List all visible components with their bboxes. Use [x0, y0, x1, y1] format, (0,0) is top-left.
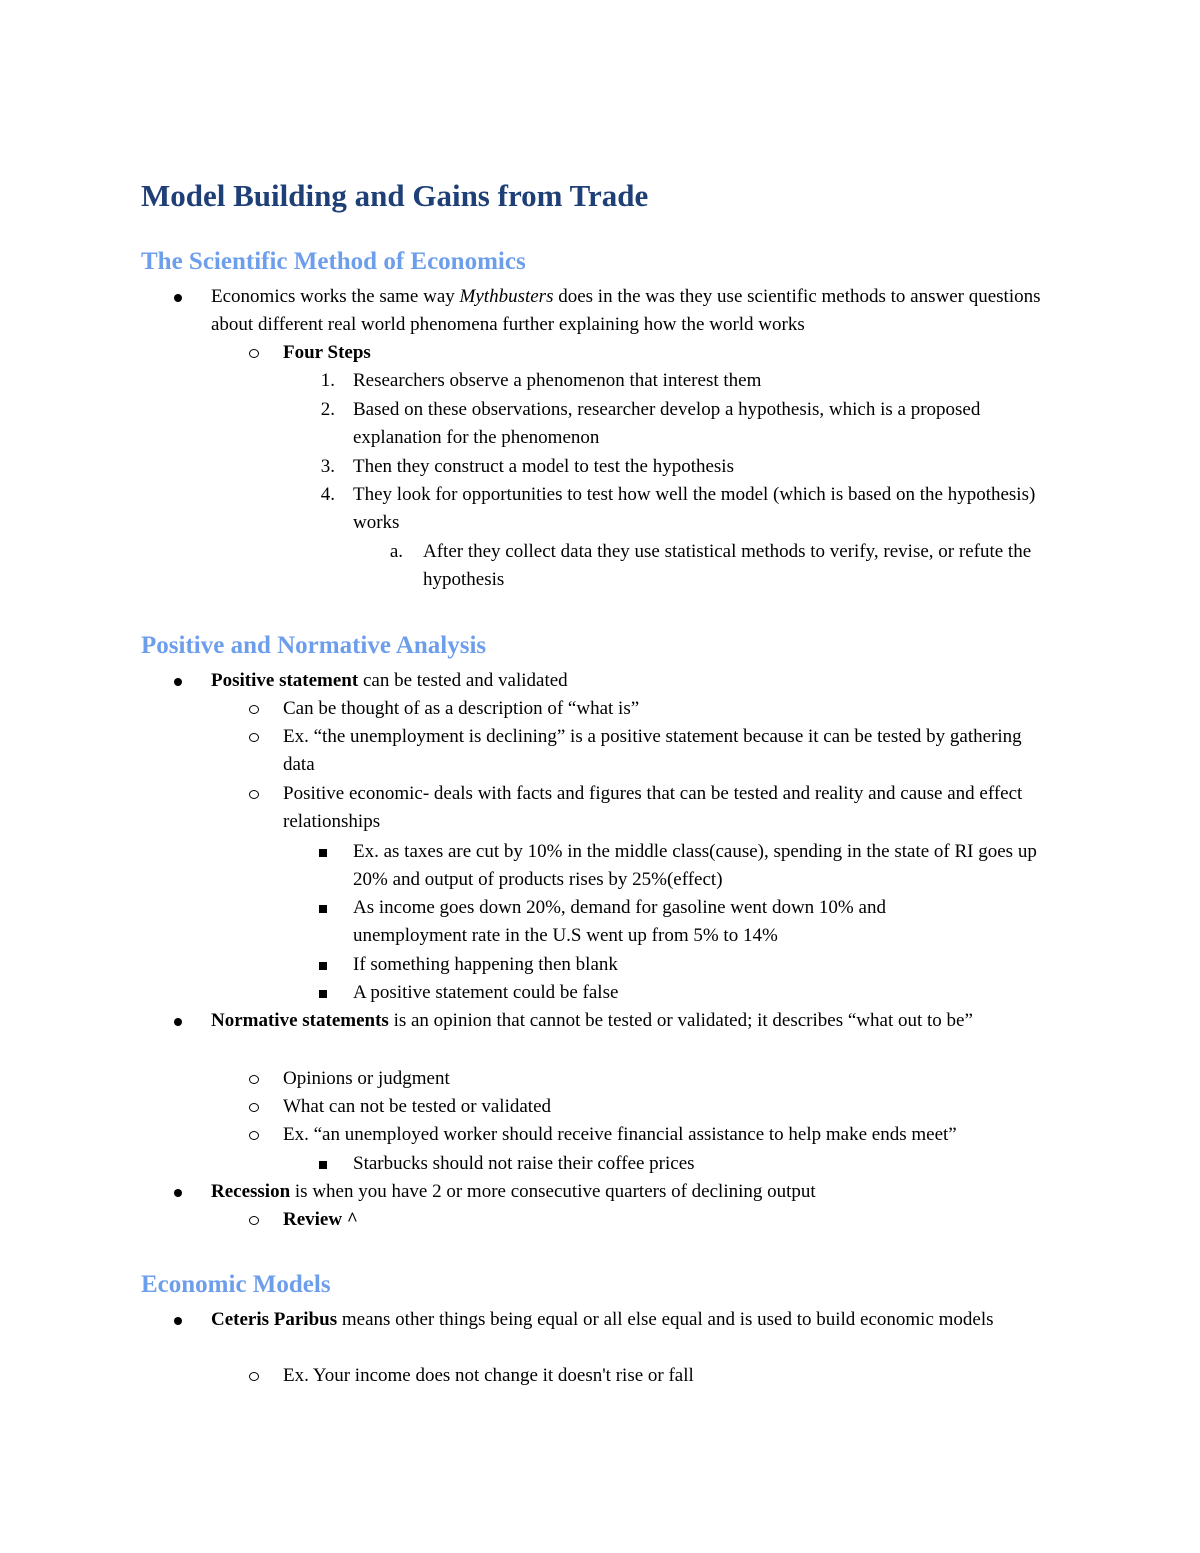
list-item: 3. Then they construct a model to test the hypothesis: [320, 456, 734, 477]
list-item: Can be thought of as a description of “what is”: [283, 695, 1063, 723]
hollow-bullet-icon: [249, 790, 259, 799]
hollow-bullet-icon: [249, 1103, 259, 1112]
list-item: As income goes down 20%, demand for gasoline went down 10% and unemployment rate in the U.S went up from 5% to 14%: [353, 894, 993, 951]
square-bullet-icon: [319, 990, 327, 998]
list-item: Ceteris Paribus means other things being equal or all else equal and is used to build economic models: [211, 1306, 1051, 1334]
bullet-icon: [174, 1317, 182, 1325]
square-bullet-icon: [319, 849, 327, 857]
list-item: Ex. as taxes are cut by 10% in the middle class(cause), spending in the state of RI goes up 20% and output of products rises by 25%(effect): [353, 838, 1063, 895]
section-heading-scientific-method: The Scientific Method of Economics: [141, 248, 526, 275]
list-item: If something happening then blank: [353, 951, 1053, 979]
hollow-bullet-icon: [249, 1075, 259, 1084]
hollow-bullet-icon: [249, 1372, 259, 1381]
list-item: Positive economic- deals with facts and figures that can be tested and reality and cause and effect relationships: [283, 780, 1053, 837]
hollow-bullet-icon: [249, 1131, 259, 1140]
list-item: 4. They look for opportunities to test how well the model (which is based on the hypothesis) works: [320, 484, 1036, 534]
section-heading-positive-normative: Positive and Normative Analysis: [141, 632, 487, 659]
square-bullet-icon: [319, 962, 327, 970]
list-item: Recession is when you have 2 or more consecutive quarters of declining output: [211, 1178, 1061, 1206]
emphasis-text: Mythbusters: [459, 286, 554, 307]
bullet-icon: [174, 1189, 182, 1197]
list-item: 1. Researchers observe a phenomenon that interest them: [320, 370, 762, 391]
hollow-bullet-icon: [249, 705, 259, 714]
hollow-bullet-icon: [249, 733, 259, 742]
list-item: Ex. Your income does not change it doesn't rise or fall: [283, 1362, 1063, 1390]
bullet-icon: [174, 294, 182, 302]
list-item: Normative statements is an opinion that cannot be tested or validated; it describes “what out to be”: [211, 1007, 1051, 1035]
list-item: Four Steps: [283, 339, 1063, 367]
list-item: A positive statement could be false: [353, 979, 1053, 1007]
list-item: 2. Based on these observations, researcher develop a hypothesis, which is a proposed explanation for the phenomenon: [320, 399, 981, 449]
list-item: Ex. “the unemployment is declining” is a positive statement because it can be tested by gathering data: [283, 723, 1053, 780]
list-item: a. After they collect data they use statistical methods to verify, revise, or refute the hypothesis: [389, 541, 1032, 591]
square-bullet-icon: [319, 1161, 327, 1169]
section-heading-economic-models: Economic Models: [141, 1271, 331, 1298]
hollow-bullet-icon: [249, 1216, 259, 1225]
list-item: Ex. “an unemployed worker should receive financial assistance to help make ends meet”: [283, 1121, 1083, 1149]
list-item: Review ^: [283, 1206, 1063, 1234]
list-item: Economics works the same way Mythbusters does in the was they use scientific methods to answer questions about different real world phenomena further explaining how the world works: [211, 283, 1061, 340]
list-item: Starbucks should not raise their coffee prices: [353, 1150, 1063, 1178]
bullet-icon: [174, 1018, 182, 1026]
list-item: What can not be tested or validated: [283, 1093, 1063, 1121]
list-item: Positive statement can be tested and validated: [211, 667, 1061, 695]
square-bullet-icon: [319, 905, 327, 913]
list-item: Opinions or judgment: [283, 1065, 1063, 1093]
document-title: Model Building and Gains from Trade: [141, 178, 649, 213]
hollow-bullet-icon: [249, 349, 259, 358]
bullet-icon: [174, 678, 182, 686]
